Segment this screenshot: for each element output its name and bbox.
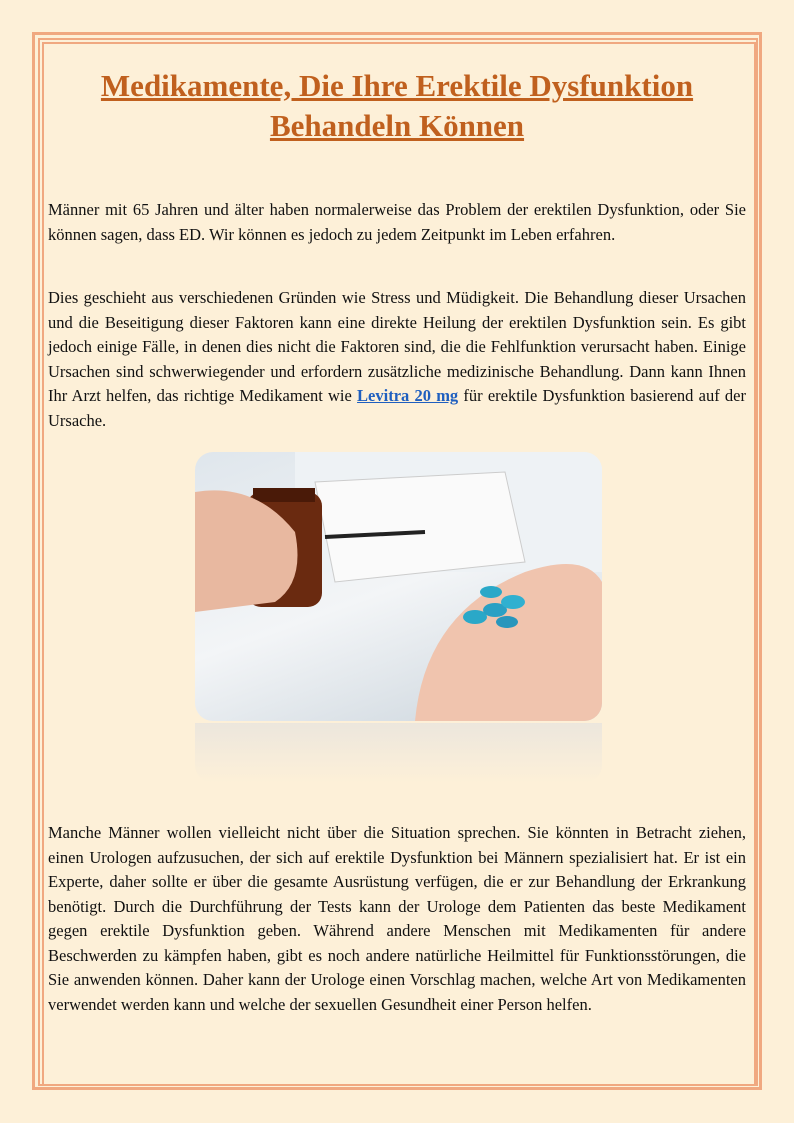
paragraph-causes-text: Dies geschieht aus verschiedenen Gründen wie Stress und Müdigkeit. Die Behandlung dieser Ursachen und die Beseitigung dieser Faktoren kann eine direkte Heilung der erektilen Dysfunktion sein. Es gibt jedoch einige Fälle, in denen dies nicht die Faktoren sind, die die Fehlfunktion verursacht haben. Einige Ursachen sind schwerwiegender und erfordern zusätzliche medizinische Behandlung. Dann kann Ihnen Ihr Arzt helfen, das richtige Medikament wie <box>48 288 746 405</box>
levitra-link[interactable]: Levitra 20 mg <box>357 386 459 405</box>
paragraph-intro: Männer mit 65 Jahren und älter haben normalerweise das Problem der erektilen Dysfunktion, oder Sie können sagen, dass ED. Wir können es jedoch zu jedem Zeitpunkt im Leben erfahren. <box>48 200 746 244</box>
paragraph-causes <box>48 286 746 433</box>
page-title: Medikamente, Die Ihre Erektile Dysfunktion Behandeln Können <box>100 68 694 143</box>
doctor-pills-photo <box>195 452 602 721</box>
photo-reflection <box>195 723 602 783</box>
photo-illustration <box>195 452 602 721</box>
paragraph-urologist: Manche Männer wollen vielleicht nicht über die Situation sprechen. Sie könnten in Betracht ziehen, einen Urologen aufzusuchen, der sich auf erektile Dysfunktion bei Männern spezialisiert hat. Er ist ein Experte, daher sollte er über die gesamte Ausrüstung verfügen, die er zur Behandlung der Erkrankung benötigt. Durch die Durchführung der Tests kann der Urologe dem Patienten das beste Medikament gegen erektile Dysfunktion geben. Während andere Menschen mit Medikamenten für andere Beschwerden zu kämpfen haben, gibt es noch andere natürliche Heilmittel für Funktionsstörungen, die Sie anwenden können. Daher kann der Urologe einen Vorschlag machen, welche Art von Medikamenten verwendet werden kann und welche der sexuellen Gesundheit einer Person helfen. <box>48 823 746 1014</box>
paragraph-causes-end: für erektile Dysfunktion basierend auf der Ursache. <box>48 386 746 430</box>
